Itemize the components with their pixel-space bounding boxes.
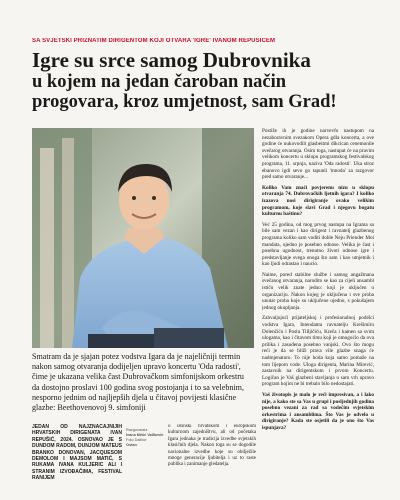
credit-line: Foto Dalibor: [126, 438, 147, 442]
pull-quote-line: čime je ukazana velika čast Dubrovačkom simfonijskom orkestru: [32, 372, 244, 382]
credit-line: Ivana Mišić Vallkević: [126, 433, 164, 437]
article-kicker: SA SVJETSKI PRIZNATIM DIRIGENTOM KOJI OTVARA 'IGRE' IVANOM REPUŠIĆEM: [32, 38, 276, 44]
sidebar-paragraph: Već 25 godina, od mog prvog nastupa na Igrama sa bile sam vezan i kao dirigent i ravnatelj glazbenog programa koliko sam voditi doble Neju Priender Moi mandata, ujedno je posebno odnose. Velika je čast i posebna ugodnost, trenutno životi odnose igre i predstavljanje svega onoga što sam i kao umjetnik i kao ljudi odrastao i naucio.: [262, 221, 374, 268]
conductor-photo: [32, 128, 254, 348]
credit-line: Razgovarala: [126, 428, 148, 432]
article-intro-body: [32, 424, 122, 482]
sidebar-paragraph: Naime, pored stabilne službe i samog angažmana svečanog otvaranja, narodito se kao za cijeli ansambl ističu velik znate jedno: koji je uključen u organizaciju. Nakon kojeg je uključena i sve proba unutar proba koje su uključene ujedno, s pokušajem jednog okupljanja.: [262, 271, 374, 311]
article-body-continued: [168, 424, 256, 482]
pull-quote-line: glazbe: Beethovenovoj 9. simfoniji: [32, 403, 146, 413]
intro-paragraph: JEDAN OD NAJZNAČAJNIJIH HRVATSKIH DIRIGENATA IVAN REPUŠIĆ, 2024. OSNOVAO JE S DUNDOM RADOM, DUNJOM MATEUS BRANKO DONOVAN, JACQUESOM DEMOLOM I MAJSOM MATIĆ, S RUKAMA IVANA KULJERIC ALI I STRANIM IZVOĐAČIMA, FESTIVAL RANIJEM: [32, 424, 122, 482]
body-paragraph: o istinski hrvatskom i europskom kulturnom zajedništvu, ali od početaka Igara jednaka je tradicija izvedbe svjetskih klasičnih djela. Nakon toga su se dogodile nacionalne izvedbe koje su obilježile mnoge generacije ljubitelja i uz to raste publika i zanimanje gledatelja.: [168, 424, 256, 468]
interview-question: Vaš životopis je malo je reći impresivan, a i lako nije, a kako ste sa Vas u grupi i posljednjih godina posebno vezani za rad sa vodećim svjetskim orkestrima i ansamblima. Što Vas je odvelo u dirigiranje? Kada ste osjetili da je ono što Vas ispunjava?: [262, 391, 374, 431]
sidebar-paragraph: Zahvaljujući prijateljskoj i profesionalnoj podršci vodstva Igara, Intendanta ravnatelju Krešimiru Dolenčiću i Poslu Tilljičiću, Kreča i kamen sa svim ulogama, kao i čitavom timu koji je omogućio da ova prilika i zasuđena posebno vanjski. Ovo što mogu reći je da se bliži prava vile glazbe snaga će nadmjenaturo. To nije hoda koja samo pomaže na tom lijepom vode. Uloga dirigenta, Marina Mirević, zastavnik na dirigentskom i prvom Koncertu. Logičan je Vaš glazbeni stavljanja u sam vrh upravo program kojim ne bi trebalo bilo nedostajati.: [262, 315, 374, 388]
subhead-line: progovara, kroz umjetnost, sam Grad!: [32, 92, 337, 112]
pull-quote-line: Smatram da je sjajan potez vodstva Igara da je najeličniji termin: [32, 352, 241, 361]
pull-quote: [32, 352, 256, 413]
article-headline: Igre su srce samog Dubrovnika: [32, 48, 311, 72]
subhead-line: u kojem na jedan čaroban način: [32, 72, 287, 92]
pull-quote-line: nesporno jednim od najljepših djela u čitavoj povijesti klasične: [32, 392, 237, 402]
pull-quote-line: da dostojno proslavi 100 godina svog postojanja i to sa velebnim,: [32, 382, 244, 392]
article-subhead: [32, 72, 382, 112]
photo-credit: [126, 428, 164, 448]
credit-line: Ostan: [126, 443, 137, 447]
conductor-portrait-illustration: [32, 128, 254, 348]
pull-quote-line: nakon samog otvaranja dodijeljen upravo koncertu 'Oda radosti',: [32, 362, 241, 372]
sidebar-paragraph: Postiže ih je godine narvevfo nastupom na nezaboravnim svezakom Opera gdla koncerta, a ove godine će nukovodili glasbeitmi dikcican cenemonile svečarog otvaranja. Osim toga, nastupat će na pravim velikom koncertu u sklopu programskog festivalskog programa, 11. srpnja, naziva 'Oda radosti'. Uka stroz ebanovo igdi sevo go tapunli 'mnoda' za razgovor pred samo otvaranje...: [262, 128, 374, 181]
interview-column: [262, 128, 374, 478]
interview-question: Koliko Vam znači povjerenu nizu u sklopu otvaranja 74. Dubrovačkih ljetnih igara? I koliko izazova nosi dirigiranje ovako velikim programom, koje slavi Grad i njegovu bogatu kulturnu baštinu?: [262, 184, 374, 218]
